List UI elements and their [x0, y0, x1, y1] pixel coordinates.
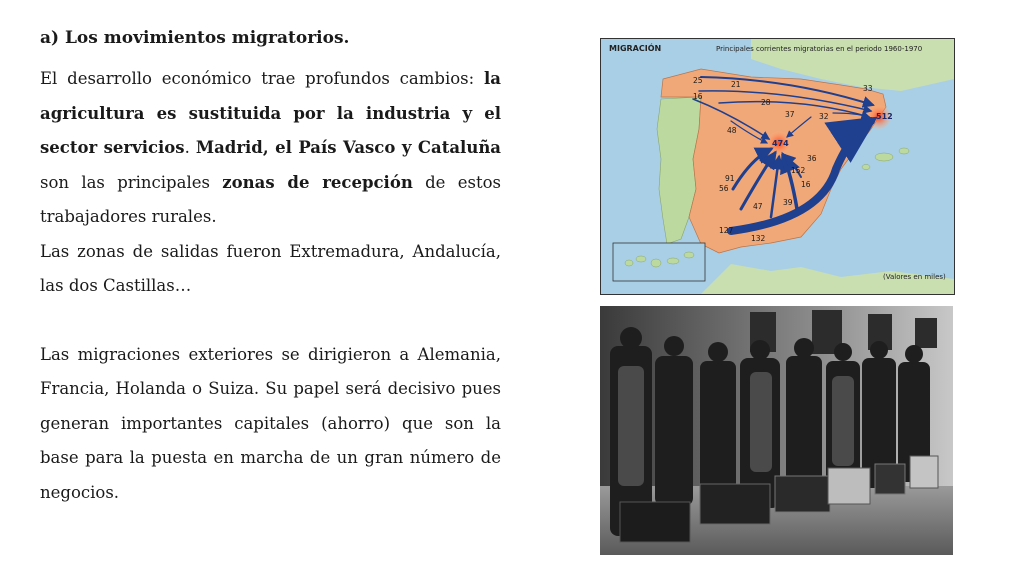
para1-text-3: son las principales	[40, 172, 223, 192]
para1-bold-3: zonas de recepción	[222, 172, 413, 192]
flow-label-16b: 16	[801, 180, 811, 189]
hub-label-madrid: 474	[772, 139, 789, 148]
emigrants-photo	[600, 306, 953, 555]
emigrants-photo-svg	[600, 306, 953, 555]
para1-text-4: de estos trabajadores rurales.	[40, 172, 501, 226]
flow-label-36: 36	[807, 154, 817, 163]
paragraph-spacer	[40, 304, 501, 338]
flow-label-16a: 16	[693, 92, 703, 101]
migration-map	[600, 38, 955, 295]
para1-bold-2: Madrid, el País Vasco y Cataluña	[195, 138, 502, 157]
paragraph-departure-zones: Las zonas de salidas fueron Extremadura, Andalucía, las dos Castillas…	[40, 241, 501, 295]
flow-label-39: 39	[783, 198, 793, 207]
balearic-island-ibiza	[862, 165, 870, 170]
balearic-island-menorca	[899, 148, 909, 154]
paragraph-economic-change	[40, 62, 501, 235]
map-units-note: (Valores en miles)	[883, 273, 946, 281]
flow-label-48: 48	[727, 126, 737, 135]
flow-label-132: 132	[751, 234, 766, 243]
flow-label-152: 152	[791, 166, 806, 175]
map-subtitle: Principales corrientes migratorias en el periodo 1960-1970	[716, 45, 923, 53]
flow-label-56: 56	[719, 184, 729, 193]
flow-label-91: 91	[725, 174, 735, 183]
para1-bold-1: la agricultura es sustituida por la industria y el sector servicios	[40, 69, 501, 157]
flow-label-47: 47	[753, 202, 763, 211]
map-title: MIGRACIÓN	[609, 44, 662, 53]
flow-label-33: 33	[863, 84, 873, 93]
flow-label-28: 28	[761, 98, 771, 107]
text-column	[40, 26, 501, 510]
hub-label-barcelona: 512	[876, 112, 893, 121]
para1-text-2: .	[184, 138, 196, 157]
section-heading: a) Los movimientos migratorios.	[40, 28, 350, 48]
para1-text-1: El desarrollo económico trae profundos cambios:	[40, 69, 485, 88]
flow-label-21: 21	[731, 80, 741, 89]
balearic-island-mallorca	[875, 153, 893, 161]
flow-label-37: 37	[785, 110, 795, 119]
flow-label-32: 32	[819, 112, 829, 121]
migration-map-svg	[601, 39, 954, 294]
flow-label-25: 25	[693, 76, 703, 85]
flow-label-127: 127	[719, 226, 734, 235]
paragraph-external-migration: Las migraciones exteriores se dirigieron a Alemania, Francia, Holanda o Suiza. Su papel será decisivo pues generan importantes capitales (ahorro) que son la base para la puesta en marcha de un gran número de negocios.	[40, 344, 501, 502]
